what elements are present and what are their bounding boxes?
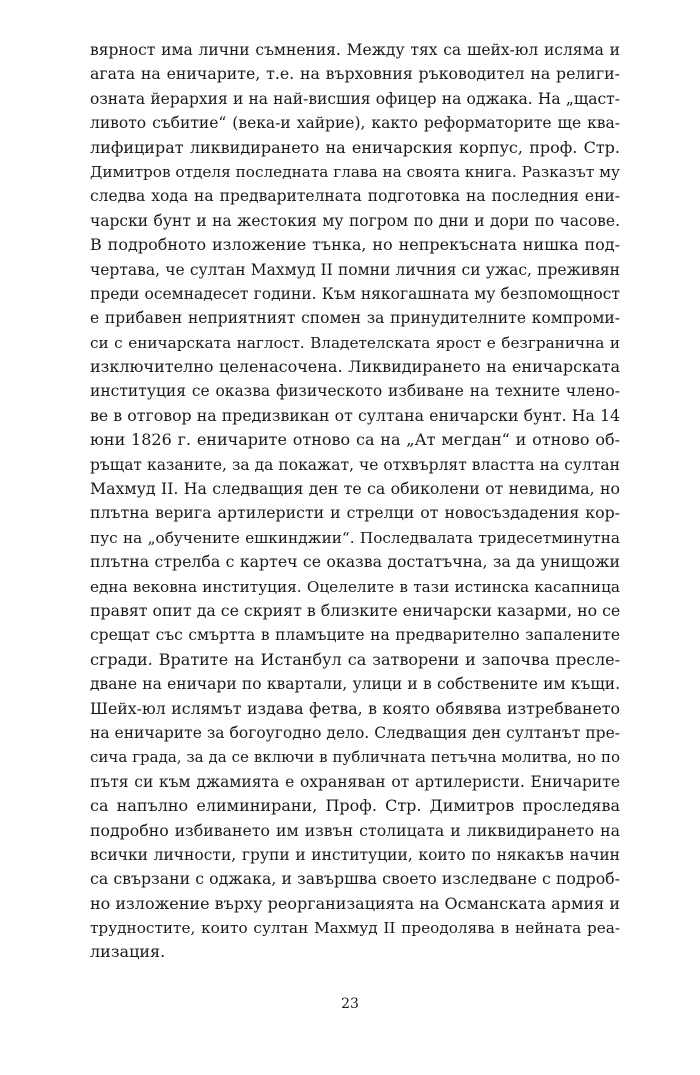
text-line: агата на еничарите, т.е. на върховния ръководител на религи- bbox=[90, 64, 620, 84]
text-line: Шейх-юл ислямът издава фетва, в която обявява изтребването bbox=[90, 698, 620, 718]
text-line: следва хода на предварителната подготовка на последния ени- bbox=[90, 187, 620, 206]
text-line: си с еничарската наглост. Владетелската ярост е безгранична и bbox=[90, 333, 620, 352]
text-line: на еничарите за богоугодно дело. Следващия ден султанът пре- bbox=[90, 723, 620, 742]
text-line: Махмуд II. На следващия ден те са обиколени от невидима, но bbox=[90, 479, 620, 499]
text-line: плътна верига артилеристи и стрелци от новосъздадения кор- bbox=[90, 503, 620, 523]
text-line: вярност има лични съмнения. Между тях са шейх-юл исляма и bbox=[90, 41, 620, 59]
text-line: преди осемнадесет години. Към някогашната му безпомощност bbox=[90, 284, 620, 303]
text-line: подробно избиването им извън столицата и ликвидирането на bbox=[90, 820, 620, 840]
text-line: срещат със смъртта в пламъците на предварително запалените bbox=[90, 626, 620, 645]
text-line: пътя си към джамията е охраняван от артилеристи. Еничарите bbox=[90, 772, 620, 791]
text-line: Димитров отделя последната глава на своята книга. Разказът му bbox=[90, 162, 620, 181]
text-line: ве в отговор на предизвикан от султана еничарски бунт. На 14 bbox=[90, 405, 620, 425]
page-number: 23 bbox=[341, 996, 359, 1012]
text-line: чертава, че султан Махмуд II помни личния си ужас, преживян bbox=[90, 260, 620, 279]
text-block bbox=[90, 38, 620, 1038]
text-line: правят опит да се скрият в близките еничарски казарми, но се bbox=[90, 600, 621, 620]
text-line: лизация. bbox=[90, 942, 166, 962]
text-line: сгради. Вратите на Истанбул са затворени и започва пресле- bbox=[90, 649, 620, 669]
text-line: ръщат казаните, за да покажат, че отхвърлят властта на султан bbox=[90, 455, 620, 474]
text-line: чарски бунт и на жестокия му погром по дни и дори по часове. bbox=[90, 211, 620, 230]
text-line: е прибавен неприятният спомен за принудителните компроми- bbox=[90, 309, 620, 328]
text-line: сича града, за да се включи в публичната петъчна молитва, но по bbox=[90, 748, 620, 767]
text-line: В подробното изложение тънка, но непрекъсната нишка под- bbox=[90, 235, 620, 255]
text-line: дване на еничари по квартали, улици и в собствените им къщи. bbox=[90, 675, 620, 694]
text-line: плътна стрелба с картеч се оказва достатъчна, за да унищожи bbox=[90, 552, 620, 572]
text-line: трудностите, които султан Махмуд II преодолява в нейната реа- bbox=[90, 919, 620, 938]
text-line: озната йерархия и на най-висшия офицер на оджака. На „щаст- bbox=[90, 89, 620, 108]
text-line: но изложение върху реорганизацията на Османската армия и bbox=[90, 893, 620, 913]
text-line: ливото събитие“ (века-и хайрие), както реформаторите ще ква- bbox=[90, 114, 620, 133]
text-line: изключително целенасочена. Ликвидирането на еничарската bbox=[90, 357, 620, 377]
text-line: всички личности, групи и институции, които по някакъв начин bbox=[90, 845, 620, 864]
text-line: са свързани с оджака, и завършва своето изследване с подроб- bbox=[90, 869, 620, 889]
text-line: пус на „обучените ешкинджии“. Последвалата тридесетминутна bbox=[90, 528, 620, 547]
text-line: са напълно елиминирани, Проф. Стр. Димитров проследява bbox=[90, 796, 620, 816]
text-line: лифицират ликвидирането на еничарския корпус, проф. Стр. bbox=[90, 137, 620, 157]
text-line: институция се оказва физическото избиване на техните члено- bbox=[90, 382, 620, 401]
text-line: една вековна институция. Оцелелите в тази истинска касапница bbox=[90, 577, 620, 596]
text-line: юни 1826 г. еничарите отново са на „Ат мегдан“ и отново об- bbox=[90, 430, 620, 450]
